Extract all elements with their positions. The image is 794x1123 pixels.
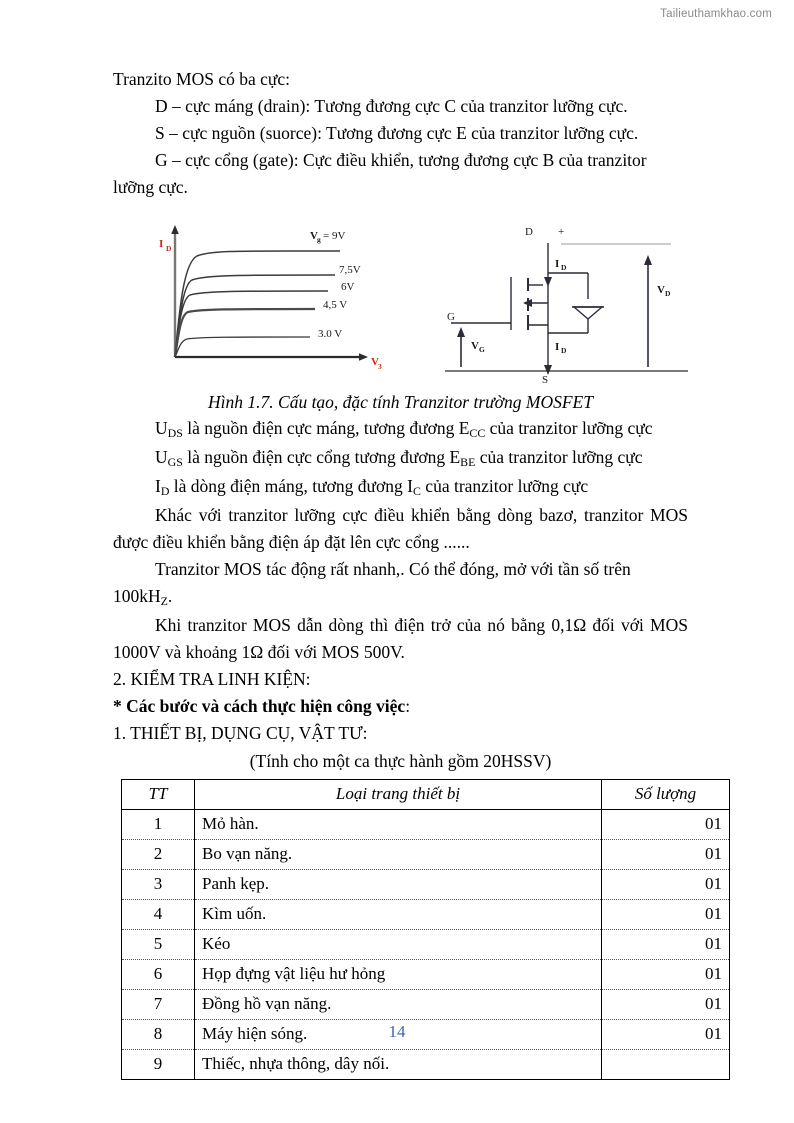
table-row <box>122 1050 730 1080</box>
chart-ylabel-sub: D <box>166 244 172 253</box>
intro-drain-line: D – cực máng (drain): Tương đương cực C của tranzitor lưỡng cực. <box>155 96 628 116</box>
row-index: 9 <box>122 1050 195 1080</box>
section-subheading <box>113 693 688 720</box>
row-index: 2 <box>122 840 195 870</box>
circuit-label-id-bottom-sub: D <box>561 346 567 355</box>
circuit-label-id-bottom: I <box>555 341 560 353</box>
site-watermark: Tailieuthamkhao.com <box>660 8 772 20</box>
figure-caption: Hình 1.7. Cấu tạo, đặc tính Tranzitor trường MOSFET <box>208 392 593 412</box>
page-number: 14 <box>388 1022 406 1041</box>
definition-id <box>113 473 688 502</box>
id-text: là dòng điện máng, tương đương I <box>169 476 413 496</box>
chart-y-arrow <box>171 225 179 234</box>
intro-gate-line <box>113 147 688 174</box>
circuit-label-id-top-sub: D <box>561 263 567 272</box>
chart-legend-9v: = 9V <box>323 230 346 242</box>
ugs-text: là nguồn điện cực cổng tương đương E <box>182 447 461 467</box>
table-row <box>122 810 730 840</box>
circuit-label-plus: + <box>558 226 565 238</box>
vg-arrow-head <box>457 327 465 337</box>
row-quantity: 01 <box>602 990 730 1020</box>
row-item: Mỏ hàn. <box>195 810 602 840</box>
table-row <box>122 960 730 990</box>
section-heading-2: 2. KIỂM TRA LINH KIỆN: <box>113 669 311 689</box>
circuit-label-vg-sub: G <box>479 345 485 354</box>
table-row <box>122 840 730 870</box>
section-subheading-bold: * Các bước và cách thực hiện công việc <box>113 696 406 716</box>
row-quantity: 01 <box>602 900 730 930</box>
circuit-label-gate: G <box>447 311 455 323</box>
table-note: (Tính cho một ca thực hành gồm 20HSSV) <box>249 751 552 771</box>
paragraph-on-resistance: Khi tranzitor MOS dẫn dòng thì điện trở của nó bằng 0,1Ω đối với MOS 1000V và khoảng 1Ω đối với MOS 500V. <box>113 615 688 662</box>
mosfet-circuit-diagram <box>443 215 695 383</box>
row-index: 8 <box>122 1020 195 1050</box>
uds-text-end: của tranzitor lưỡng cực <box>485 418 653 438</box>
row-quantity: 01 <box>602 870 730 900</box>
mosfet-characteristic-chart <box>155 215 425 383</box>
chart-legend-7-5v: 7,5V <box>339 264 361 276</box>
table-header-row <box>122 780 730 810</box>
row-quantity: 01 <box>602 960 730 990</box>
chart-xlabel: V <box>371 356 379 368</box>
row-item: Thiếc, nhựa thông, dây nối. <box>195 1050 602 1080</box>
intro-gate-line-text: G – cực cổng (gate): Cực điều khiển, tương đương cực B của tranzitor <box>155 150 647 170</box>
chart-curve-3v <box>175 337 310 357</box>
id-sub: D <box>160 484 170 499</box>
diode-triangle <box>574 307 602 319</box>
id-symbol: I <box>155 476 161 496</box>
id-text-end: của tranzitor lưỡng cực <box>420 476 589 496</box>
circuit-label-vd-sub: D <box>665 289 671 298</box>
row-index: 3 <box>122 870 195 900</box>
circuit-label-id-top: I <box>555 258 560 270</box>
row-item: Bo vạn năng. <box>195 840 602 870</box>
paragraph-control-mode: Khác với tranzitor lưỡng cực điều khiển bằng dòng bazơ, tranzitor MOS được điều khiển bằng điện áp đặt lên cực cổng ...... <box>113 505 688 552</box>
circuit-label-vd: V <box>657 284 665 296</box>
freq-sub: Z <box>160 594 168 609</box>
row-quantity: 01 <box>602 930 730 960</box>
table-row <box>122 930 730 960</box>
circuit-label-drain: D <box>525 226 533 238</box>
table-row <box>122 900 730 930</box>
table-header-tt: TT <box>122 780 195 810</box>
paragraph-switching-speed-cont <box>113 583 688 612</box>
uds-sub: DS <box>167 426 183 441</box>
chart-legend-vg-sub: g <box>317 235 321 244</box>
chart-ylabel: I <box>159 238 164 250</box>
circuit-label-vg: V <box>471 340 479 352</box>
freq-value: 100kH <box>113 586 161 606</box>
paragraph-switching-speed: Tranzitor MOS tác động rất nhanh,. Có thể đóng, mở với tần số trên <box>155 559 631 579</box>
chart-legend-4-5v: 4,5 V <box>323 299 348 311</box>
row-item: Máy hiện sóng. <box>195 1020 602 1050</box>
chart-curve-4-5v <box>175 309 315 357</box>
ugs-sub: GS <box>167 455 183 470</box>
row-item: Đồng hồ vạn năng. <box>195 990 602 1020</box>
row-index: 5 <box>122 930 195 960</box>
ic-sub: C <box>412 484 421 499</box>
circuit-label-source: S <box>542 374 549 383</box>
freq-period: . <box>167 586 173 606</box>
ugs-symbol: U <box>155 447 168 467</box>
row-quantity: 01 <box>602 840 730 870</box>
uds-text: là nguồn điện cực máng, tương đương E <box>182 418 470 438</box>
section-subheading-tail: : <box>405 696 411 716</box>
row-index: 1 <box>122 810 195 840</box>
definition-ugs <box>113 444 688 473</box>
intro-source-line: S – cực nguồn (suorce): Tương đương cực E của tranzitor lưỡng cực. <box>155 123 639 143</box>
chart-legend-3v: 3.0 V <box>318 328 343 340</box>
chart-legend-vg: V <box>310 230 318 242</box>
row-index: 6 <box>122 960 195 990</box>
row-index: 7 <box>122 990 195 1020</box>
row-quantity: 01 <box>602 1020 730 1050</box>
table-row <box>122 870 730 900</box>
row-index: 4 <box>122 900 195 930</box>
row-item: Họp đựng vật liệu hư hỏng <box>195 960 602 990</box>
chart-curve-9v <box>175 251 343 357</box>
circuit-svg <box>443 215 695 383</box>
chart-xlabel-sub: 3 <box>378 362 382 371</box>
intro-lead: Tranzito MOS có ba cực: <box>113 69 291 89</box>
table-header-name: Loại trang thiết bị <box>195 780 602 810</box>
chart-svg <box>155 215 425 383</box>
chart-x-arrow <box>359 353 368 361</box>
row-item: Panh kẹp. <box>195 870 602 900</box>
uds-symbol: U <box>155 418 168 438</box>
row-item: Kéo <box>195 930 602 960</box>
chart-curve-7-5v <box>175 275 335 357</box>
ugs-text-end: của tranzitor lưỡng cực <box>475 447 643 467</box>
chart-curve-6v <box>175 291 328 357</box>
table-row <box>122 990 730 1020</box>
table-header-qty: Số lượng <box>602 780 730 810</box>
definition-uds <box>113 415 688 444</box>
row-item: Kìm uốn. <box>195 900 602 930</box>
vd-arrow-head <box>644 255 652 265</box>
intro-gate-line-cont: lưỡng cực. <box>113 177 188 197</box>
page-content <box>113 66 722 1080</box>
ecc-sub: CC <box>469 426 486 441</box>
equipment-table-head <box>122 780 730 810</box>
row-quantity <box>602 1050 730 1080</box>
row-quantity: 01 <box>602 810 730 840</box>
section-heading-1: 1. THIẾT BỊ, DỤNG CỤ, VẬT TƯ: <box>113 723 368 743</box>
figure-1-7 <box>113 215 688 387</box>
ebe-sub: BE <box>460 455 476 470</box>
chart-legend-6v: 6V <box>341 281 355 293</box>
